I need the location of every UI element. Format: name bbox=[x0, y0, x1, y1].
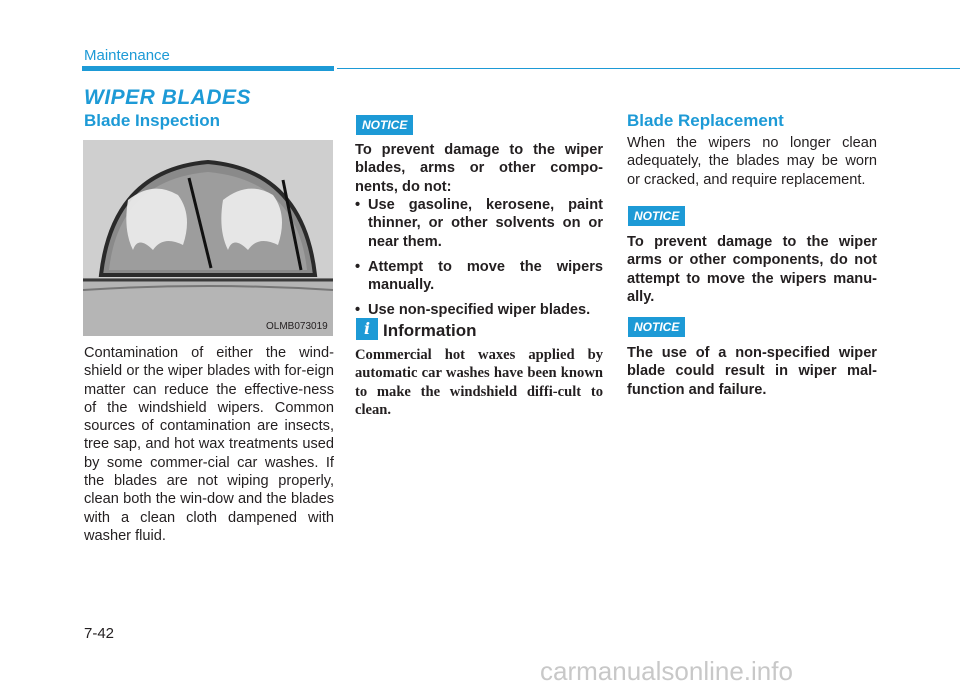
list-item: • Use non-specified wiper blades. bbox=[355, 301, 603, 319]
windshield-illustration bbox=[83, 140, 333, 336]
blade-inspection-heading: Blade Inspection bbox=[84, 111, 221, 130]
section-label: Maintenance bbox=[84, 47, 170, 64]
notice-text-3: The use of a non-specified wiper blade could result in wiper mal-function and failure. bbox=[627, 345, 877, 398]
info-icon: i bbox=[356, 318, 378, 340]
information-body: Commercial hot waxes applied by automatic car washes have been known to make the windshield diffi-cult to clean. bbox=[355, 347, 603, 418]
image-code: OLMB073019 bbox=[266, 321, 328, 332]
information-heading: Information bbox=[383, 321, 477, 340]
notice-text-2: To prevent damage to the wiper arms or other components, do not attempt to move the wipers manu-ally. bbox=[627, 234, 877, 305]
notice-badge-2: NOTICE bbox=[628, 206, 685, 226]
notice-badge-3: NOTICE bbox=[628, 317, 685, 337]
header-rule-thick bbox=[82, 66, 334, 71]
replacement-body: When the wipers no longer clean adequately, the blades may be worn or cracked, and require replacement. bbox=[627, 135, 877, 188]
inspection-body: Contamination of either the wind-shield or the wiper blades with for-eign matter can reduce the effective-ness of the windshield wipers. Common sources of contamination are insects, tree sap, and hot wax treatments used by some commer-cial car washes. If the blades are not wiping properly, clean both the win-dow and the blades with a clean cloth dampened with washer fluid. bbox=[84, 345, 334, 544]
list-item: • Use gasoline, kerosene, paint thinner, or other solvents on or near them. bbox=[355, 196, 603, 251]
notice-list bbox=[355, 196, 603, 327]
header-rule-thin bbox=[337, 68, 960, 69]
watermark: carmanualsonline.info bbox=[540, 656, 793, 686]
notice-badge-1: NOTICE bbox=[356, 115, 413, 135]
blade-replacement-heading: Blade Replacement bbox=[627, 111, 784, 130]
notice-intro: To prevent damage to the wiper blades, arms or other compo-nents, do not: bbox=[355, 142, 603, 195]
list-item: • Attempt to move the wipers manually. bbox=[355, 258, 603, 295]
page-title: WIPER BLADES bbox=[84, 86, 252, 109]
page-number: 7-42 bbox=[84, 625, 115, 642]
windshield-photo bbox=[83, 140, 333, 336]
